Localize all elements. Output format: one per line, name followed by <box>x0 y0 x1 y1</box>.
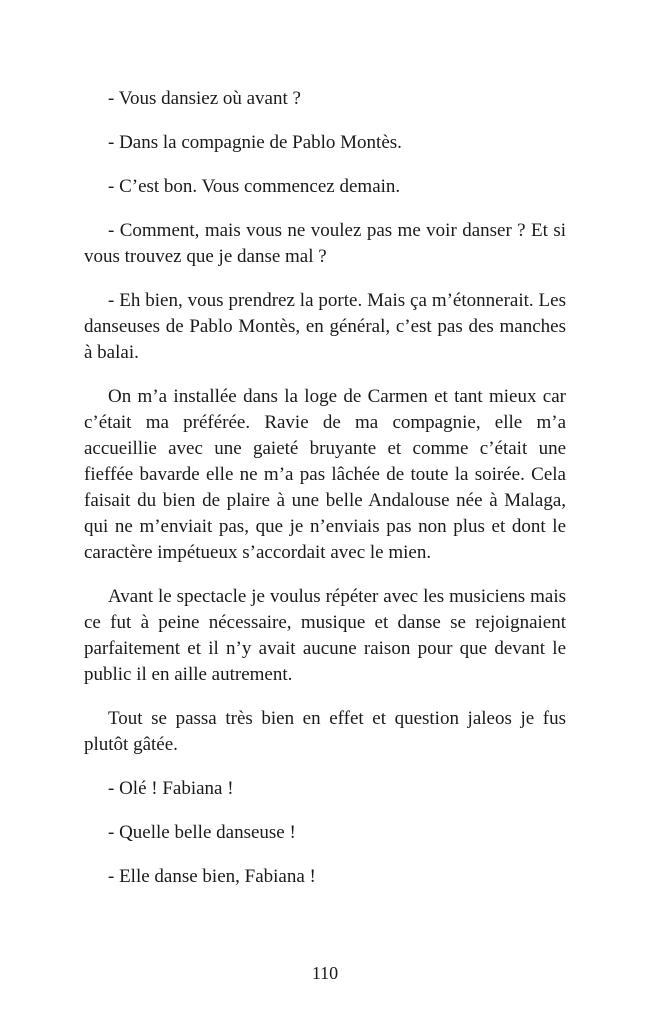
dialogue-line: - Comment, mais vous ne voulez pas me voir danser ? Et si vous trouvez que je danse mal ? <box>84 220 566 267</box>
dialogue-line: - C’est bon. Vous commencez demain. <box>108 176 401 197</box>
page-body <box>84 86 566 908</box>
dialogue-line: - Vous dansiez où avant ? <box>108 88 301 109</box>
narrative-paragraph: On m’a installée dans la loge de Carmen et tant mieux car c’était ma préférée. Ravie de ma compagnie, elle m’a accueillie avec une gaieté bruyante et comme c’était une fieffée bavarde elle ne m’a pas lâchée de toute la soirée. Cela faisait du bien de plaire à une belle Andalouse née à Malaga, qui ne m’enviait pas, que je n’enviais pas non plus et dont le caractère impétueux s’accordait avec le mien. <box>84 386 566 563</box>
dialogue-line: - Olé ! Fabiana ! <box>108 778 234 799</box>
narrative-paragraph: Avant le spectacle je voulus répéter avec les musiciens mais ce fut à peine nécessaire, musique et danse se rejoignaient parfaitement et il n’y avait aucune raison pour que devant le public il en aille autrement. <box>84 586 566 685</box>
narrative-paragraph: Tout se passa très bien en effet et question jaleos je fus plutôt gâtée. <box>84 708 566 755</box>
dialogue-line: - Quelle belle danseuse ! <box>108 822 296 843</box>
dialogue-line: - Dans la compagnie de Pablo Montès. <box>108 132 402 153</box>
dialogue-line: - Eh bien, vous prendrez la porte. Mais ça m’étonnerait. Les danseuses de Pablo Montès, en général, c’est pas des manches à balai. <box>84 290 566 363</box>
page-number: 110 <box>311 963 339 983</box>
dialogue-line: - Elle danse bien, Fabiana ! <box>108 866 316 887</box>
